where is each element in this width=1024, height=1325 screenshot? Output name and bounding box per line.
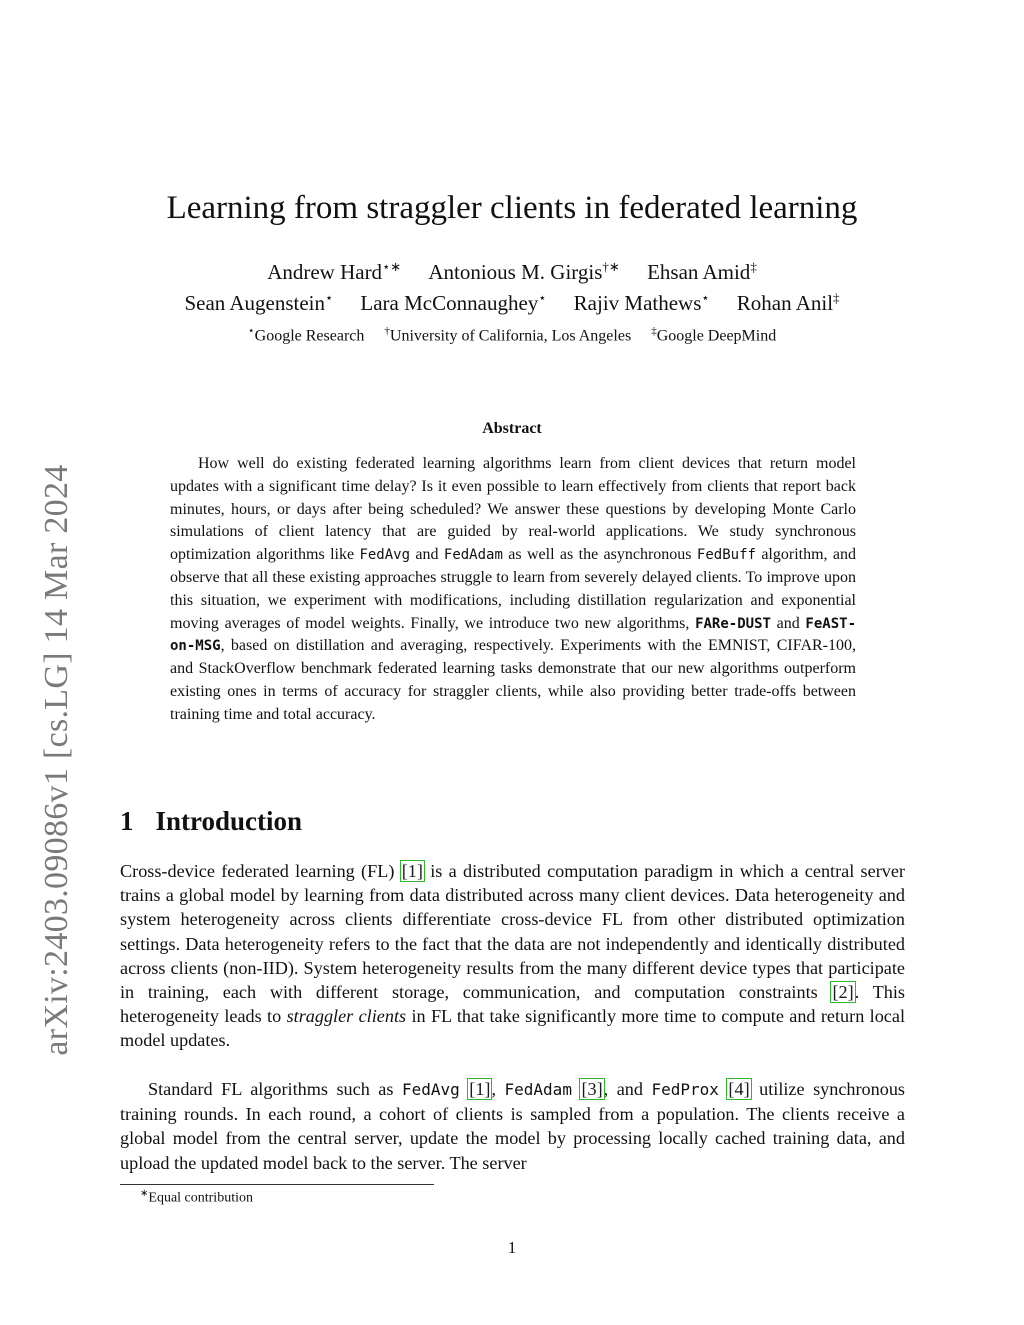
code-fare-dust: FARe-DUST (695, 615, 771, 632)
code-fedavg: FedAvg (359, 547, 411, 564)
code-feast-on-msg: FeAST-on-MSG (170, 615, 856, 655)
citation-link[interactable]: [4] (728, 1079, 750, 1099)
author: Antonious M. Girgis†∗ (428, 259, 620, 284)
author-mark: ⋆ (701, 290, 710, 305)
citation-link[interactable]: [1] (469, 1079, 491, 1099)
authors-line-1 (0, 259, 1024, 285)
intro-paragraph-1: Cross-device federated learning (FL) [1] is a distributed computation paradigm in which a central server trains a global model by learning from data distributed across many client devices. Data heterogeneity and system heterogeneity across clients differentiate cross-device FL from other distributed optimization settings. Data heterogeneity refers to the fact that the data are not independently and identically distributed across clients (non-IID). System heterogeneity results from the many different device types that participate in training, each with different storage, communication, and computation constraints [2]. This heterogeneity leads to straggler clients in FL that take significantly more time to compute and return local model updates. (120, 861, 906, 1051)
paper-title: Learning from straggler clients in federated learning (166, 190, 858, 226)
author: Rajiv Mathews⋆ (573, 290, 710, 315)
footnote-rule (120, 1184, 434, 1185)
author-mark: †∗ (602, 259, 620, 274)
authors-line-2 (0, 290, 1024, 316)
arxiv-identifier: arXiv:2403.09086v1 [cs.LG] 14 Mar 2024 (38, 464, 75, 1056)
author-mark: ⋆ (538, 290, 547, 305)
section-number: 1 (120, 806, 134, 836)
author-mark: ‡ (750, 259, 757, 274)
author: Lara McConnaughey⋆ (360, 290, 547, 315)
code-fedadam: FedAdam (504, 1080, 572, 1099)
affiliation: ⋆Google Research (247, 325, 365, 345)
code-fedadam: FedAdam (443, 547, 503, 564)
abstract-heading: Abstract (482, 420, 542, 437)
emphasis: straggler clients (286, 1006, 407, 1027)
citation-link[interactable]: [3] (581, 1079, 603, 1099)
author-mark: ⋆∗ (382, 259, 402, 274)
author-mark: ⋆ (325, 290, 334, 305)
affiliation: †University of California, Los Angeles (384, 325, 632, 345)
author-mark: ‡ (833, 290, 840, 305)
code-fedbuff: FedBuff (696, 547, 756, 564)
section-title: Introduction (155, 806, 303, 836)
abstract-body: How well do existing federated learning algorithms learn from client devices that return model updates with a significant time delay? Is it even possible to learn effectively from clients that report back minutes, hours, or days after being scheduled? We answer these questions by developing Monte Carlo simulations of client latency that are guided by real-world applications. We study synchronous optimization algorithms like FedAvg and FedAdam as well as the asynchronous FedBuff algorithm, and observe that all these existing approaches struggle to learn from severely delayed clients. To improve upon this situation, we experiment with modifications, including distillation regularization and exponential moving averages of model weights. Finally, we introduce two new algorithms, FARe-DUST and FeAST-on-MSG, based on distillation and averaging, respectively. Experiments with the EMNIST, CIFAR-100, and StackOverflow benchmark federated learning tasks demonstrate that our new algorithms outperform existing ones in terms of accuracy for straggler clients, while also providing better trade-offs between training time and total accuracy. (170, 455, 857, 723)
author: Sean Augenstein⋆ (184, 290, 334, 315)
page-number: 1 (507, 1238, 517, 1257)
code-fedprox: FedProx (651, 1080, 719, 1099)
citation-link[interactable]: [2] (832, 982, 854, 1003)
author: Andrew Hard⋆∗ (267, 259, 402, 284)
section-heading (120, 806, 302, 837)
affiliations (0, 324, 1024, 345)
footnote: ∗Equal contribution (140, 1188, 253, 1206)
author: Ehsan Amid‡ (647, 259, 757, 284)
code-fedavg: FedAvg (401, 1080, 460, 1099)
citation-link[interactable]: [1] (401, 861, 423, 881)
footnote-mark: ∗ (140, 1188, 149, 1199)
affiliation: ‡Google DeepMind (651, 325, 777, 345)
intro-paragraph-2: Standard FL algorithms such as FedAvg [1], FedAdam [3], and FedProx [4] utilize synchronous training rounds. In each round, a cohort of clients is sampled from a population. The clients receive a global model from the central server, update the model by processing locally cached training data, and upload the updated model back to the server. The server (120, 1079, 906, 1173)
author: Rohan Anil‡ (736, 290, 840, 315)
